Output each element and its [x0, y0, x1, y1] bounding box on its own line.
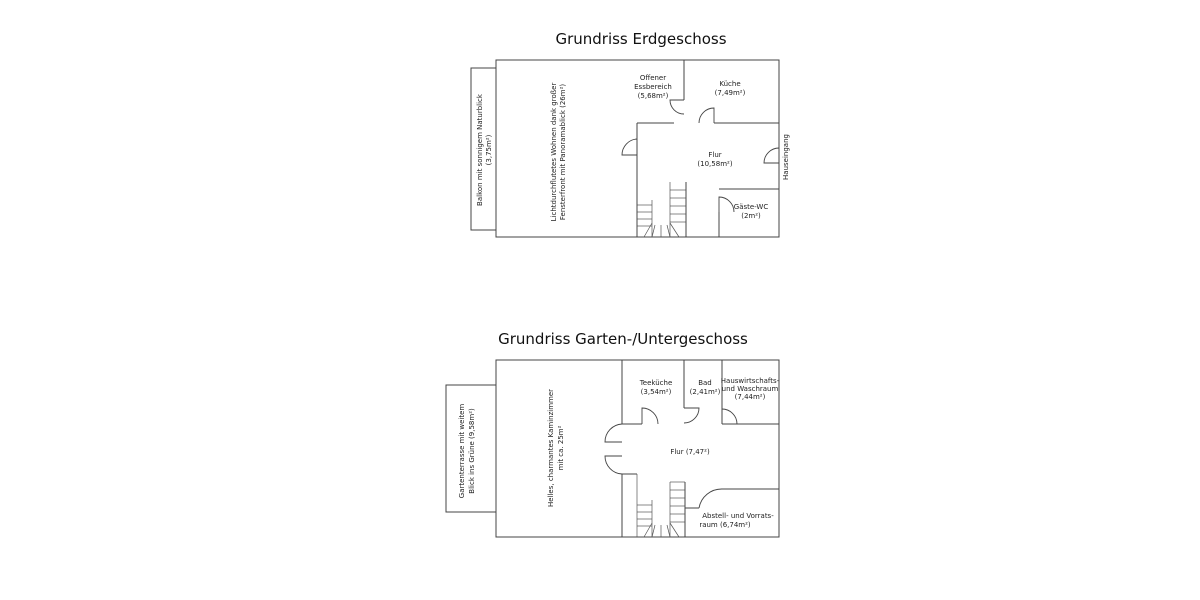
hauswirtschaft-label — [721, 377, 780, 401]
svg-text:(3,54m²): (3,54m²) — [640, 388, 672, 396]
svg-text:(3,75m²): (3,75m²) — [485, 134, 493, 166]
svg-text:(7,44m²): (7,44m²) — [734, 393, 766, 401]
svg-text:Helles, charmantes Kaminzimmer: Helles, charmantes Kaminzimmer — [547, 388, 555, 508]
svg-text:raum (6,74m²): raum (6,74m²) — [699, 521, 751, 529]
svg-text:Gartenterrasse mit weitem: Gartenterrasse mit weitem — [458, 403, 466, 499]
kaminzimmer-label — [547, 389, 565, 507]
door-teekueche — [642, 408, 658, 424]
svg-text:Küche: Küche — [719, 80, 741, 88]
door-wohnen-flur — [622, 139, 637, 155]
hauseingang-label: Hauseingang — [782, 134, 790, 180]
svg-text:(2m²): (2m²) — [741, 212, 761, 220]
essbereich-label — [634, 74, 672, 100]
door-kueche — [699, 108, 714, 123]
bad-label — [690, 379, 721, 396]
kueche-label — [715, 80, 746, 97]
svg-text:Lichtdurchflutetes Wohnen dank: Lichtdurchflutetes Wohnen dank großer — [550, 82, 558, 222]
svg-text:Essbereich: Essbereich — [634, 83, 672, 91]
svg-text:mit ca. 25m²: mit ca. 25m² — [557, 425, 565, 471]
svg-text:Gäste-WC: Gäste-WC — [733, 203, 769, 211]
door-kaminzimmer-2 — [605, 456, 622, 474]
flur-basement-label: Flur (7,47²) — [670, 448, 710, 456]
svg-text:(7,49m²): (7,49m²) — [714, 89, 746, 97]
svg-text:Balkon mit sonnigem Naturblick: Balkon mit sonnigem Naturblick — [476, 94, 484, 206]
basement-staircase — [637, 474, 685, 537]
abstell-label — [699, 512, 774, 529]
terrasse-label — [458, 404, 476, 499]
svg-text:(2,41m²): (2,41m²) — [689, 388, 721, 396]
svg-text:Flur: Flur — [708, 151, 722, 159]
ground-floor-title: Grundriss Erdgeschoss — [555, 30, 727, 48]
door-abstellraum — [699, 489, 722, 508]
gaeste-wc-label — [734, 203, 769, 220]
svg-text:Bad: Bad — [698, 379, 712, 387]
basement-floor-title: Grundriss Garten-/Untergeschoss — [498, 330, 748, 348]
door-essbereich — [670, 100, 684, 114]
svg-text:Fensterfront mit Panoramablick: Fensterfront mit Panoramablick (26m²) — [559, 83, 567, 221]
door-bad — [684, 408, 699, 423]
flur-ground-label — [697, 151, 732, 168]
balkon-label — [476, 93, 493, 206]
svg-text:und Waschraum: und Waschraum — [721, 385, 779, 393]
ground-floor-plan — [471, 30, 790, 237]
door-hauswirtschaft — [722, 409, 737, 424]
svg-text:Teeküche: Teeküche — [639, 379, 673, 387]
wohnen-label — [550, 83, 567, 222]
door-kaminzimmer-1 — [605, 424, 622, 442]
teekueche-label — [639, 379, 673, 396]
svg-text:Offener: Offener — [639, 74, 667, 82]
basement-floor-plan — [446, 330, 780, 537]
svg-text:Hauswirtschafts-: Hauswirtschafts- — [720, 377, 780, 385]
svg-text:(10,58m²): (10,58m²) — [697, 160, 733, 168]
svg-text:(5,68m²): (5,68m²) — [637, 92, 669, 100]
ground-staircase — [637, 182, 686, 237]
door-hauseingang — [764, 148, 779, 163]
svg-text:Blick ins Grüne (9,58m²): Blick ins Grüne (9,58m²) — [468, 408, 476, 494]
door-gaeste-wc — [719, 197, 734, 212]
svg-text:Abstell- und Vorrats-: Abstell- und Vorrats- — [702, 512, 774, 520]
